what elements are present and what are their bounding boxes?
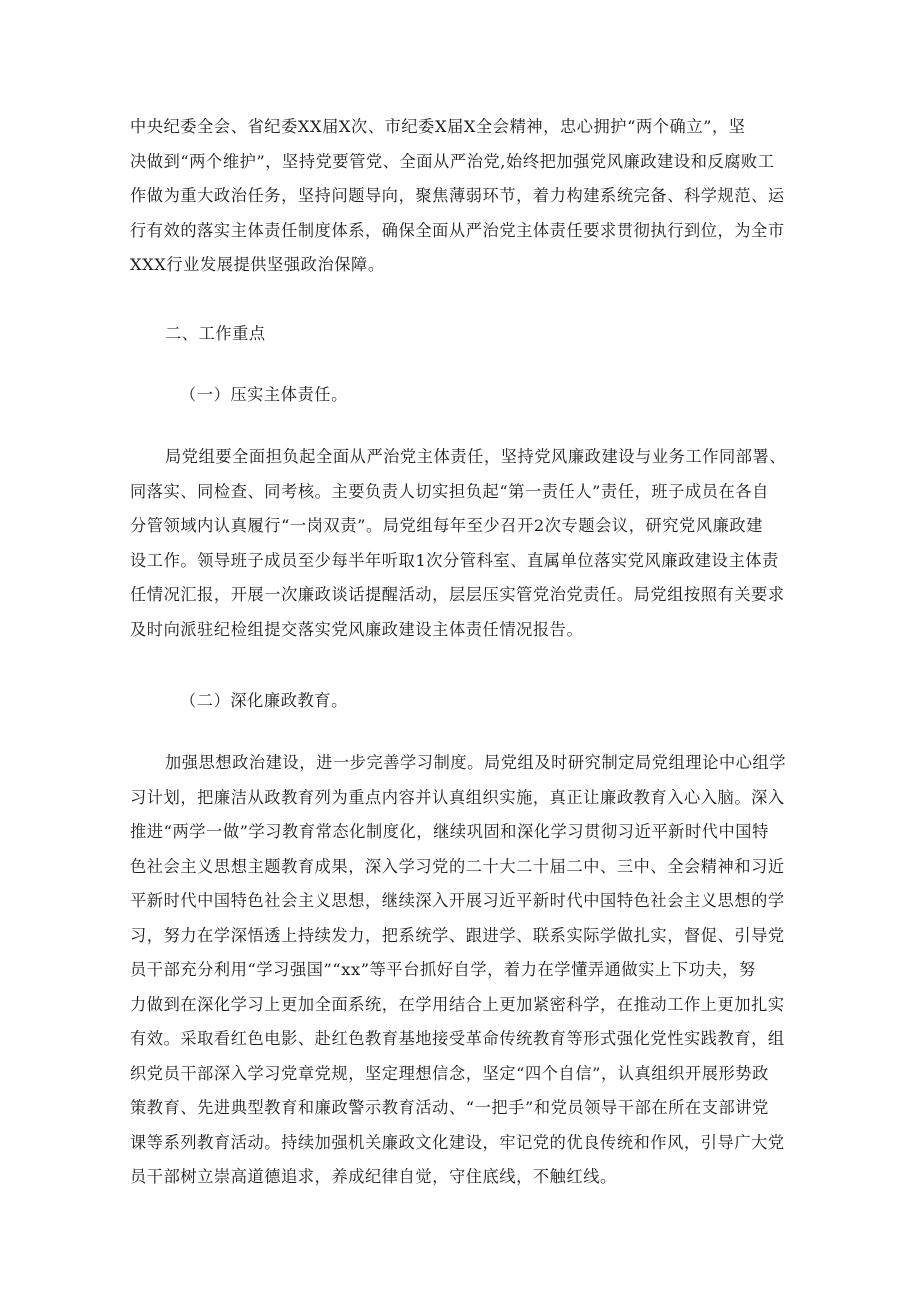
intro-paragraph (130, 110, 802, 283)
education-line-1: 加强思想政治建设，进一步完善学习制度。局党组及时研究制定局党组理论中心组学 (165, 753, 787, 772)
responsibility-line-3: 分管领域内认真履行“一岗双责”。局党组每年至少召开2次专题会议，研究党风廉政建 (130, 516, 763, 535)
subheading-integrity-education: （二）深化廉政教育。 (180, 691, 348, 710)
responsibility-line-4: 设工作。领导班子成员至少每半年听取1次分管科室、直属单位落实党风廉政建设主体责 (130, 550, 779, 570)
intro-line-5: XXX行业发展提供坚强政治保障。 (130, 255, 385, 274)
intro-line-3: 作做为重大政治任务，坚持问题导向，聚焦薄弱环节，着力构建系统完备、科学规范、运 (130, 186, 785, 205)
education-line-9: 有效。采取看红色电影、赴红色教育基地接受革命传统教育等形式强化党性实践教育，组 (130, 1029, 785, 1048)
responsibility-paragraph (130, 440, 802, 647)
education-line-4: 色社会主义思想主题教育成果，深入学习党的二十大二十届二中、三中、全会精神和习近 (130, 856, 785, 876)
intro-line-2: 决做到“两个维护”，坚持党要管党、全面从严治党,始终把加强党风廉政建设和反腐败工 (130, 151, 775, 171)
intro-line-1: 中央纪委全会、省纪委XX届X次、市纪委X届X全会精神，忠心拥护“两个确立”，坚 (130, 117, 746, 136)
education-line-8: 力做到在深化学习上更加全面系统，在学用结合上更加紧密科学，在推动工作上更加扎实 (130, 994, 785, 1014)
education-line-11: 策教育、先进典型教育和廉政警示教育活动、“一把手”和党员领导干部在所在支部讲党 (130, 1098, 769, 1117)
education-line-6: 习，努力在学深悟透上持续发力，把系统学、跟进学、联系实际学做扎实，督促、引导党 (130, 925, 785, 945)
responsibility-line-2: 同落实、同检查、同考核。主要负责人切实担负起“第一责任人”责任，班子成员在各自 (130, 481, 769, 501)
education-line-2: 习计划，把廉洁从政教育列为重点内容并认真组织实施，真正让廉政教育入心入脑。深入 (130, 787, 785, 807)
intro-line-4: 行有效的落实主体责任制度体系，确保全面从严治党主体责任要求贯彻执行到位，为全市 (130, 220, 785, 240)
subheading-main-responsibility: （一）压实主体责任。 (180, 385, 348, 404)
education-line-12: 课等系列教育活动。持续加强机关廉政文化建设，牢记党的优良传统和作风，引导广大党 (130, 1132, 785, 1152)
education-line-5: 平新时代中国特色社会主义思想，继续深入开展习近平新时代中国特色社会主义思想的学 (130, 891, 785, 910)
education-line-7: 员干部充分利用“学习强国”“xx”等平台抓好自学，着力在学懂弄通做实上下功夫，努 (130, 960, 756, 979)
responsibility-line-5: 任情况汇报，开展一次廉政谈话提醒活动，层层压实管党治党责任。局党组按照有关要求 (130, 585, 785, 604)
education-line-3: 推进“两学一做”学习教育常态化制度化，继续巩固和深化学习贯彻习近平新时代中国特 (130, 822, 769, 841)
education-line-13: 员干部树立崇高道德追求，养成纪律自觉，守住底线，不触红线。 (130, 1167, 617, 1186)
responsibility-line-1: 局党组要全面担负起全面从严治党主体责任，坚持党风廉政建设与业务工作同部署、 (165, 447, 787, 466)
education-line-10: 织党员干部深入学习党章党规，坚定理想信念，坚定“四个自信”，认真组织开展形势政 (130, 1063, 769, 1083)
section-heading-work-focus: 二、工作重点 (165, 324, 266, 343)
responsibility-line-6: 及时向派驻纪检组提交落实党风廉政建设主体责任情况报告。 (130, 619, 584, 639)
education-paragraph (130, 746, 802, 1195)
